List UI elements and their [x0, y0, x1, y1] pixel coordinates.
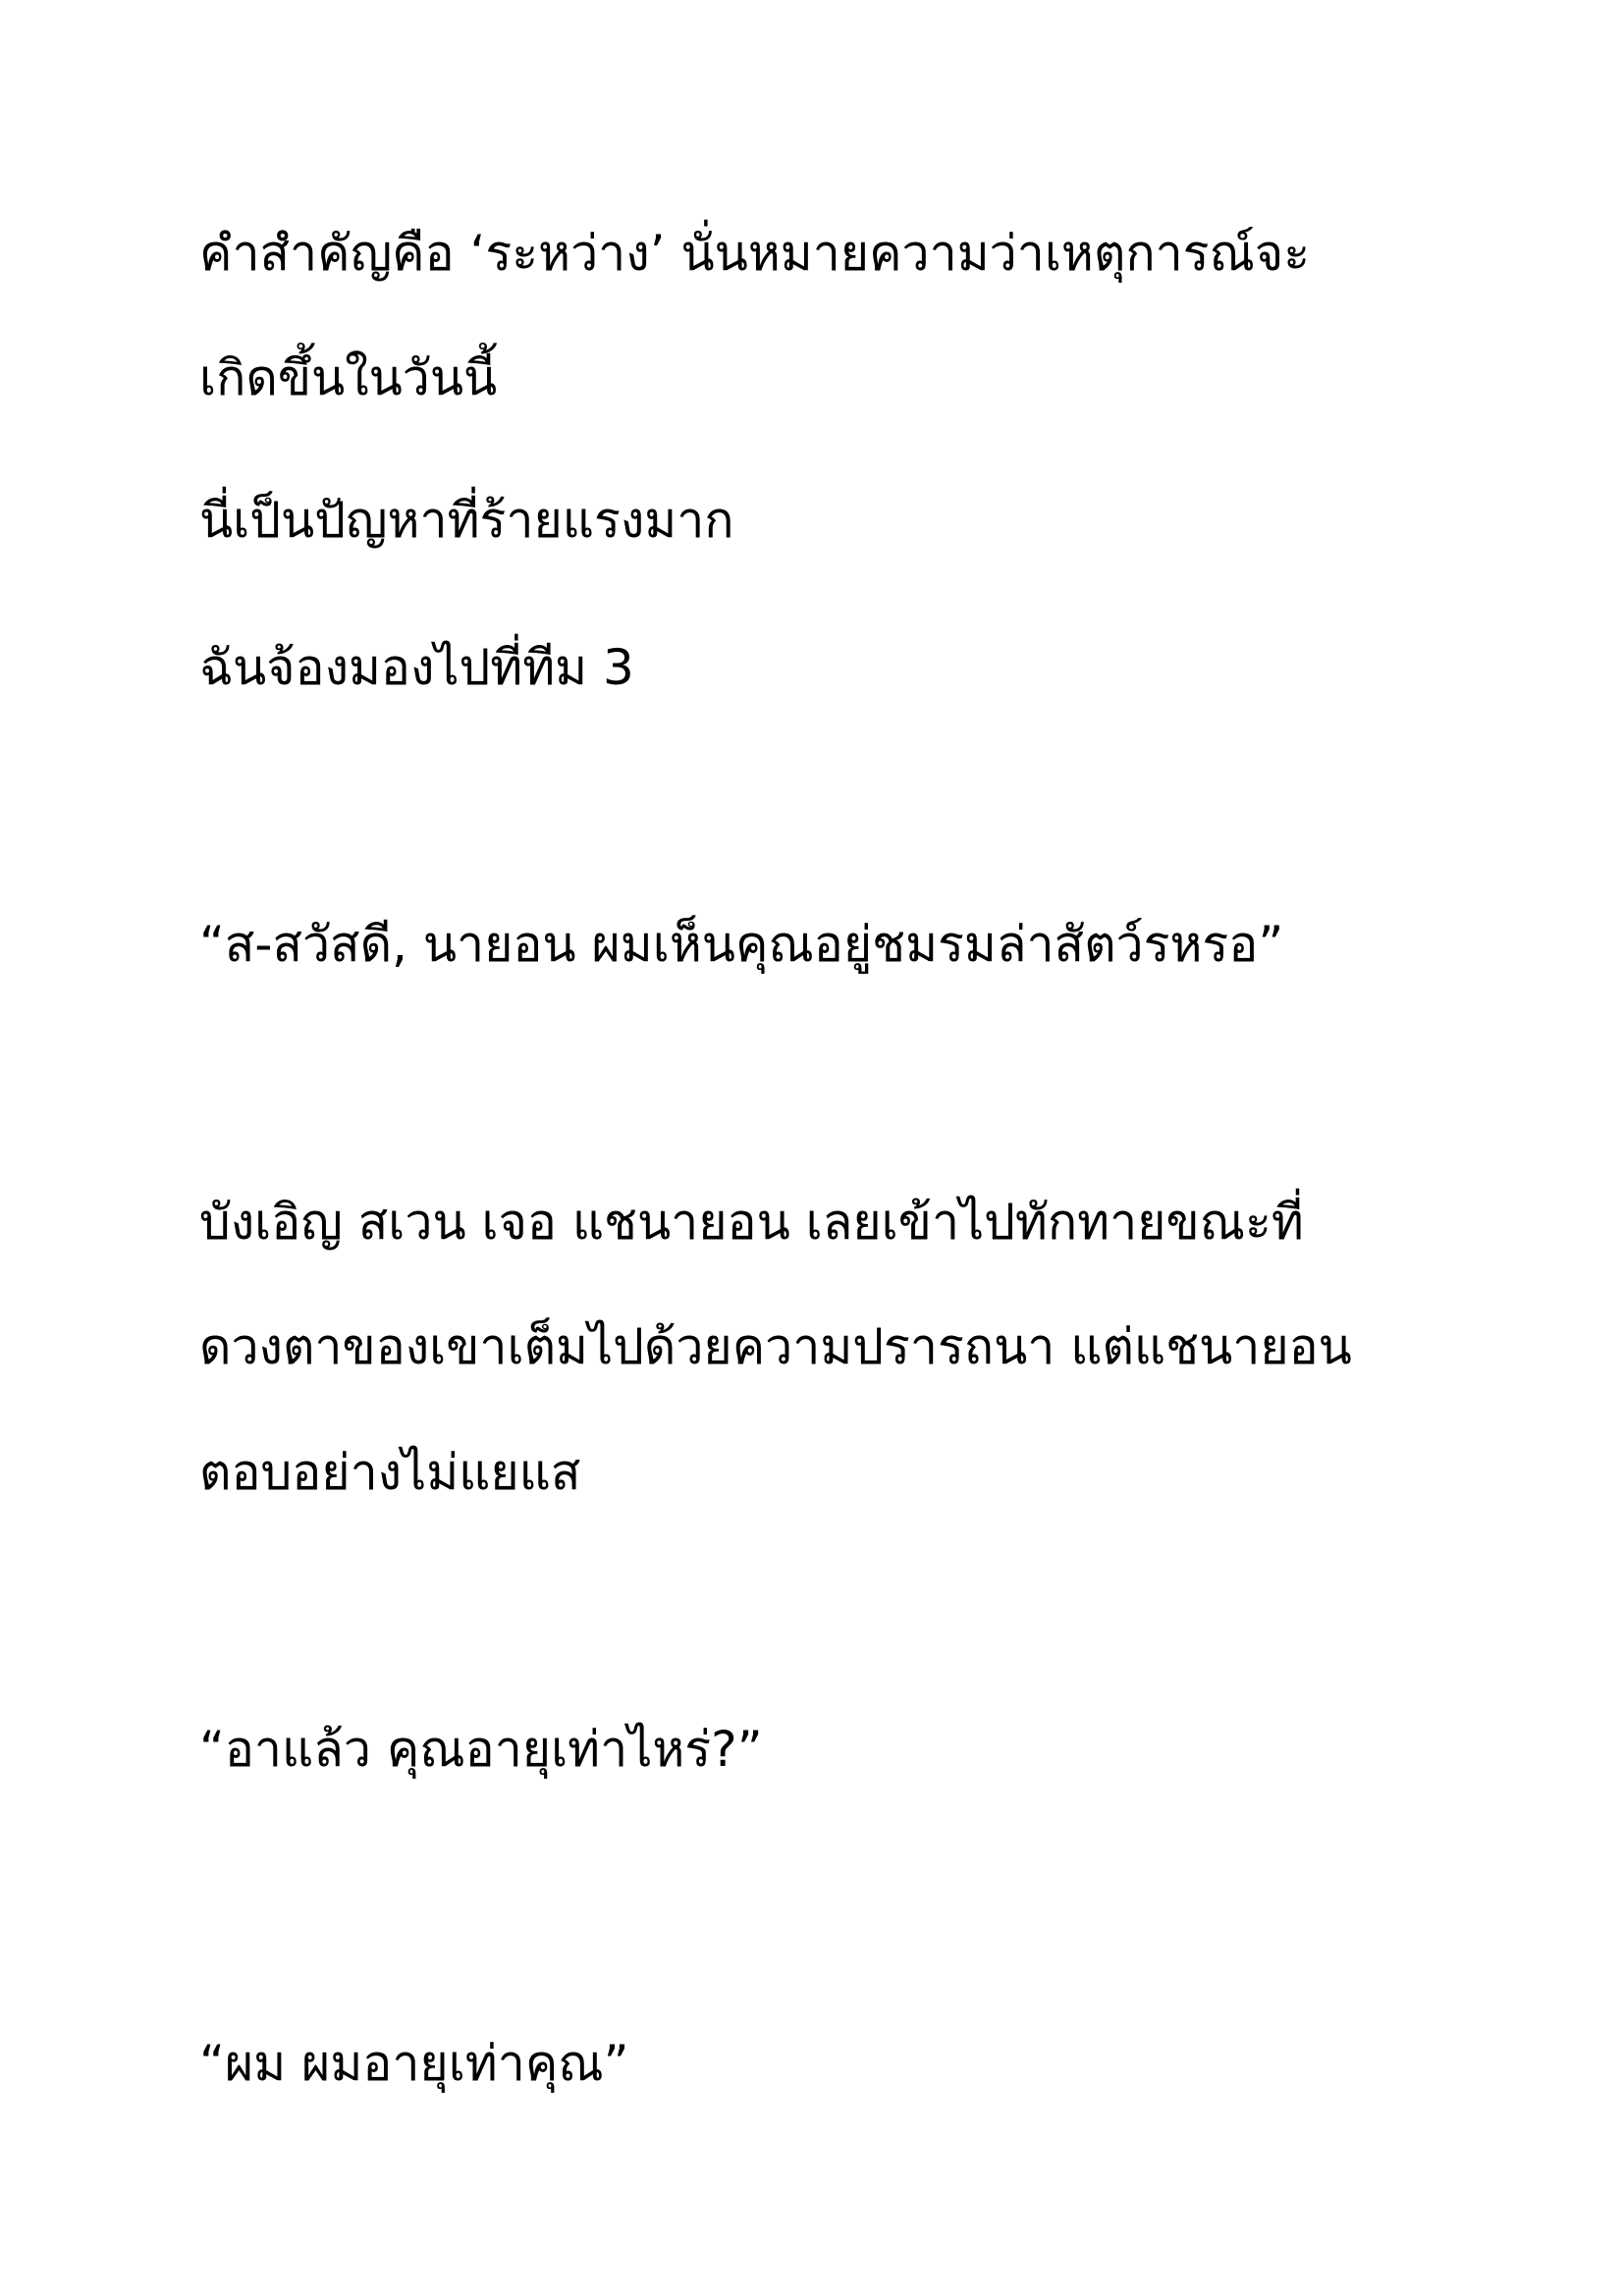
- text-line: ฉันจ้องมองไปที่ทีม 3: [199, 639, 634, 696]
- text-line: ดวงตาของเขาเต็มไปด้วยความปรารถนา แต่แชนายอน: [199, 1318, 1352, 1375]
- text-line: ตอบอย่างไม่แยแส: [199, 1444, 581, 1501]
- text-line: “ผม ผมอายุเท่าคุณ”: [199, 2035, 629, 2092]
- text-line: เกิดขึ้นในวันนี้: [199, 349, 498, 406]
- text-line: นี่เป็นปัญหาที่ร้ายแรงมาก: [199, 492, 734, 549]
- text-line: “ส-สวัสดี, นายอน ผมเห็นคุณอยู่ชมรมล่าสัตว์รหรอ”: [199, 916, 1284, 973]
- text-line: บังเอิญ สเวน เจอ แชนายอน เลยเข้าไปทักทายขณะที่: [199, 1194, 1304, 1251]
- text-line: “อาแล้ว คุณอายุเท่าไหร่?”: [199, 1721, 763, 1778]
- text-line: คำสำคัญคือ ‘ระหว่าง’ นั่นหมายความว่าเหตุการณ์จะ: [199, 225, 1311, 282]
